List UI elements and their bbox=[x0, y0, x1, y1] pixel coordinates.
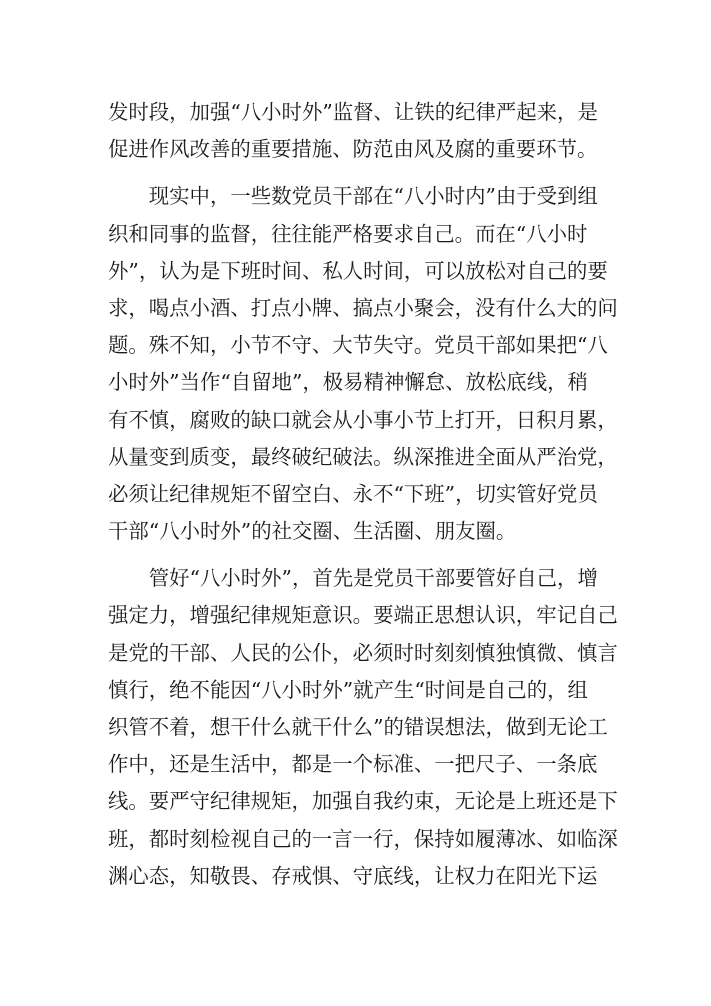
text-line: 小时外”当作“自留地”，极易精神懈怠、放松底线，稍 bbox=[108, 370, 588, 395]
text-line: 发时段，加强“八小时外”监督、让铁的纪律严起来，是 bbox=[108, 100, 598, 124]
text-line: 现实中，一些数党员干部在“八小时内”由于受到组 bbox=[108, 184, 598, 209]
text-line: 线。要严守纪律规矩，加强自我约束，无论是上班还是下 bbox=[108, 789, 618, 814]
text-line: 管好“八小时外”，首先是党员干部要管好自己，增 bbox=[108, 566, 598, 591]
text-line: 求，喝点小酒、打点小牌、搞点小聚会，没有什么大的问 bbox=[108, 295, 618, 320]
text-line: 有不慎，腐败的缺口就会从小事小节上打开，日积月累， bbox=[108, 407, 618, 432]
text-line: 从量变到质变，最终破纪破法。纵深推进全面从严治党， bbox=[108, 444, 618, 469]
text-line: 强定力，增强纪律规矩意识。要端正思想认识，牢记自己 bbox=[108, 603, 618, 628]
text-line: 织管不着，想干什么就干什么”的错误想法，做到无论工 bbox=[108, 715, 608, 739]
paragraph-2 bbox=[108, 178, 618, 550]
paragraph-1 bbox=[108, 94, 598, 168]
text-line: 必须让纪律规矩不留空白、永不“下班”，切实管好党员 bbox=[108, 481, 598, 506]
text-line: 织和同事的监督，往往能严格要求自己。而在“八小时 bbox=[108, 221, 588, 246]
text-line: 渊心态，知敬畏、存戒惧、守底线，让权力在阳光下运 bbox=[108, 863, 598, 888]
text-line: 干部“八小时外”的社交圈、生活圈、朋友圈。 bbox=[108, 519, 517, 544]
text-line: 班，都时刻检视自己的一言一行，保持如履薄冰、如临深 bbox=[108, 826, 618, 851]
text-line: 外”，认为是下班时间、私人时间，可以放松对自己的要 bbox=[108, 258, 608, 283]
paragraph-3 bbox=[108, 560, 618, 895]
text-line: 作中，还是生活中，都是一个标准、一把尺子、一条底 bbox=[108, 752, 598, 777]
text-line: 是党的干部、人民的公仆，必须时时刻刻慎独慎微、慎言 bbox=[108, 640, 618, 665]
text-line: 慎行，绝不能因“八小时外”就产生“时间是自己的，组 bbox=[108, 677, 588, 702]
text-line: 题。殊不知，小节不守、大节失守。党员干部如果把“八 bbox=[108, 333, 608, 358]
body-text bbox=[108, 94, 618, 895]
text-line: 促进作风改善的重要措施、防范由风及腐的重要环节。 bbox=[108, 137, 598, 162]
